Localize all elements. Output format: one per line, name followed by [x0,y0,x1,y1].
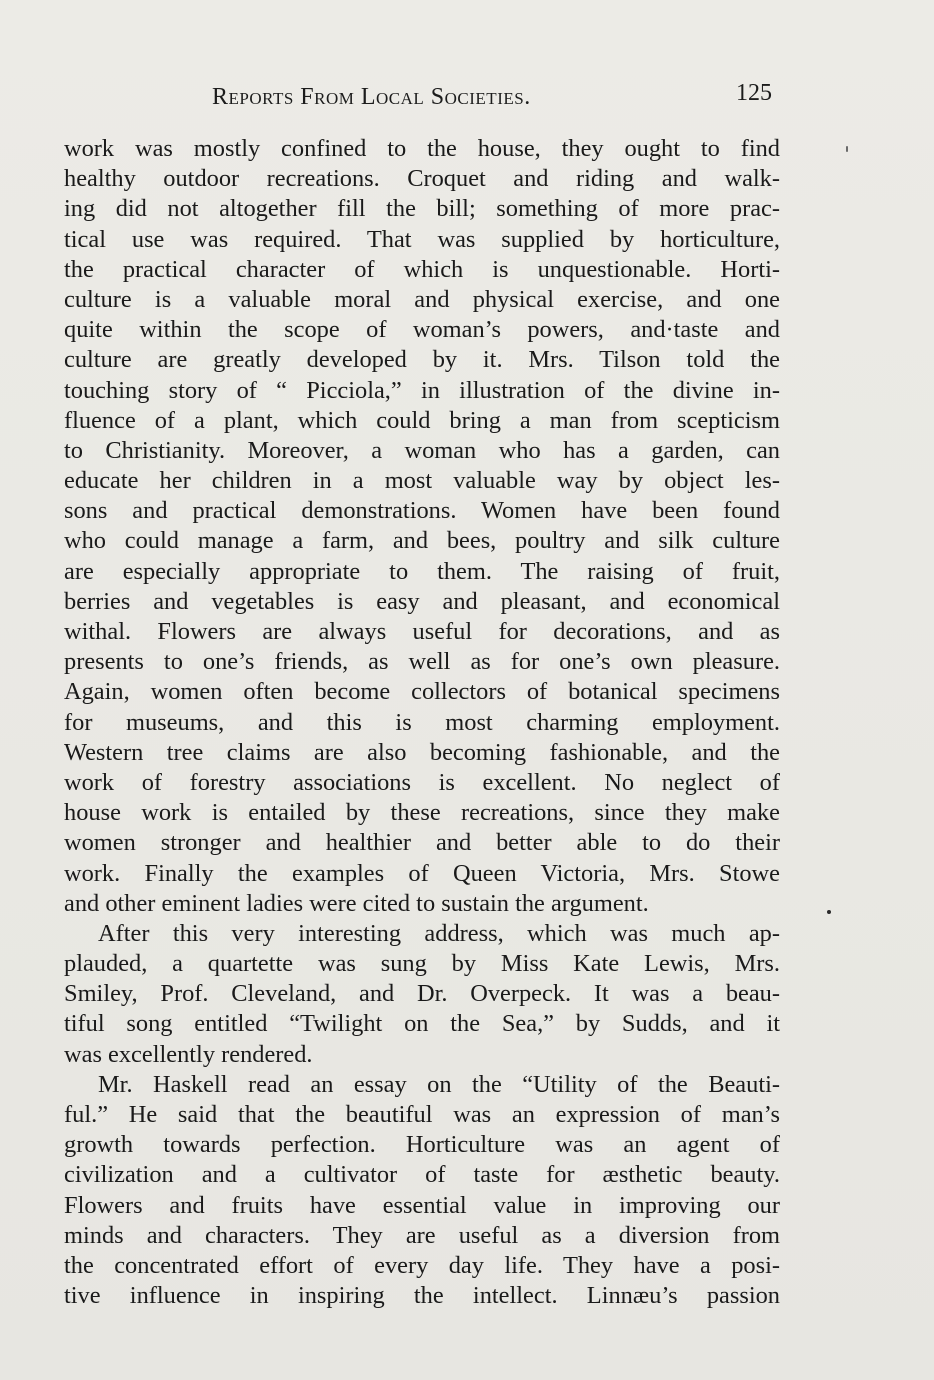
text-line: Again, women often become collectors of botanical specimens [64,678,780,706]
text-line: withal. Flowers are always useful for decorations, and as [64,618,780,645]
text-line: civilization and a cultivator of taste for æsthetic beauty. [64,1161,780,1189]
text-line: for museums, and this is most charming employment. [64,708,780,736]
text-line: who could manage a farm, and bees, poultry and silk culture [64,527,780,555]
text-line: tical use was required. That was supplied by horticulture, [64,225,780,253]
text-line: Western tree claims are also becoming fashionable, and the [64,738,780,766]
page-number: 125 [736,80,772,106]
ink-speck [846,146,848,152]
text-line: touching story of “ Picciola,” in illustration of the divine in- [64,376,780,404]
text-line: presents to one’s friends, as well as for one’s own pleasure. [64,648,780,676]
text-line: Mr. Haskell read an essay on the “Utility of the Beauti- [98,1070,780,1098]
ink-speck [827,910,831,914]
text-line: was excellently rendered. [64,1040,313,1068]
text-line: work. Finally the examples of Queen Victoria, Mrs. Stowe [64,859,780,887]
text-line: plauded, a quartette was sung by Miss Kate Lewis, Mrs. [64,950,780,978]
text-line: work of forestry associations is excellent. No neglect of [64,768,780,796]
text-line: healthy outdoor recreations. Croquet and riding and walk- [64,165,780,193]
text-line: tive influence in inspiring the intellect. Linnæu’s passion [64,1282,780,1310]
text-line: fluence of a plant, which could bring a man from scepticism [64,406,780,434]
text-line: minds and characters. They are useful as a diversion from [64,1221,780,1249]
text-line: culture is a valuable moral and physical exercise, and one [64,285,780,313]
text-line: sons and practical demonstrations. Women have been found [64,497,780,525]
text-line: Flowers and fruits have essential value in improving our [64,1191,780,1219]
text-line: tiful song entitled “Twilight on the Sea,” by Sudds, and it [64,1010,780,1038]
page-header [64,78,776,118]
text-line: women stronger and healthier and better able to do their [64,829,780,857]
body-text [64,134,780,1311]
text-line: the practical character of which is unquestionable. Horti- [64,255,780,283]
text-line: ing did not altogether fill the bill; something of more prac- [64,195,780,223]
text-line: the concentrated effort of every day life. They have a posi- [64,1251,780,1279]
text-line: culture are greatly developed by it. Mrs. Tilson told the [64,346,780,374]
text-line: quite within the scope of woman’s powers, and·taste and [64,316,780,344]
text-line: to Christianity. Moreover, a woman who has a garden, can [64,436,780,464]
text-line: house work is entailed by these recreations, since they make [64,799,780,827]
running-title: Reports From Local Societies. [212,84,531,110]
text-line: are especially appropriate to them. The raising of fruit, [64,557,780,585]
text-line: growth towards perfection. Horticulture was an agent of [64,1131,780,1159]
text-line: berries and vegetables is easy and pleasant, and economical [64,587,780,615]
text-line: ful.” He said that the beautiful was an expression of man’s [64,1101,780,1128]
text-line: Smiley, Prof. Cleveland, and Dr. Overpeck. It was a beau- [64,980,780,1008]
text-line: work was mostly confined to the house, they ought to find [64,135,780,162]
text-line: After this very interesting address, which was much ap- [98,919,780,947]
text-line: educate her children in a most valuable way by object les- [64,467,780,495]
text-line: and other eminent ladies were cited to sustain the argument. [64,889,649,917]
